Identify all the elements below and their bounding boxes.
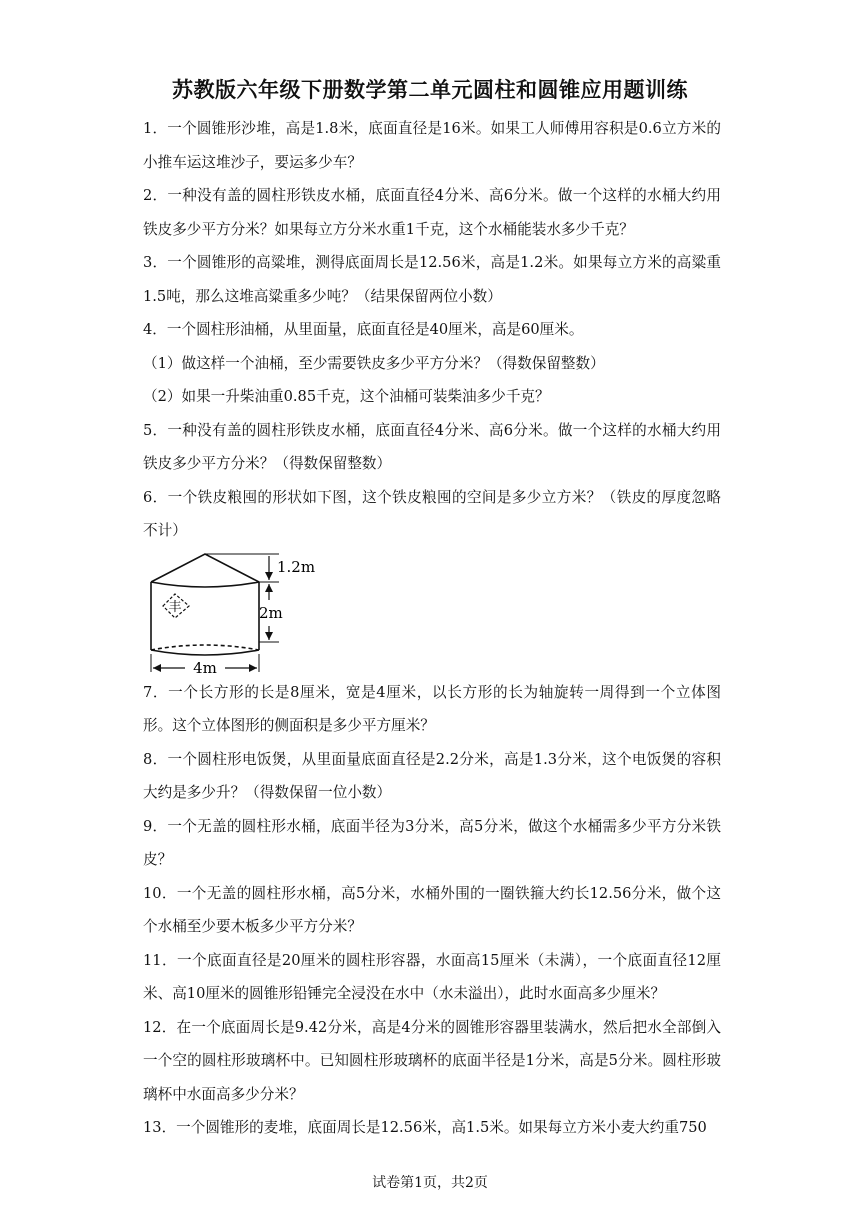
- cylinder-height-label: 2m: [259, 603, 283, 622]
- question-4-part-2: （2）如果一升柴油重0.85千克，这个油桶可装柴油多少千克？: [143, 388, 550, 405]
- question-4: 4．一个圆柱形油桶，从里面量，底面直径是40厘米，高是60厘米。: [143, 321, 584, 338]
- page-title: 苏教版六年级下册数学第二单元圆柱和圆锥应用题训练: [172, 78, 688, 102]
- cone-outline: [151, 554, 259, 582]
- emblem-label: 丰: [168, 599, 182, 615]
- question-5: 5．一种没有盖的圆柱形铁皮水桶，底面直径4分米、高6分米。做一个这样的水桶大约用铁皮多少平方分米？（得数保留整数）: [143, 421, 721, 472]
- question-3: 3．一个圆锥形的高粱堆，测得底面周长是12.56米，高是1.2米。如果每立方米的高粱重1.5吨，那么这堆高粱重多少吨？（结果保留两位小数）: [143, 254, 721, 305]
- question-list: [143, 112, 721, 1145]
- question-11: 11．一个底面直径是20厘米的圆柱形容器，水面高15厘米（未满），一个底面直径12厘米、高10厘米的圆锥形铅锤完全浸没在水中（水未溢出），此时水面高多少厘米？: [143, 951, 721, 1002]
- question-7: 7．一个长方形的长是8厘米，宽是4厘米，以长方形的长为轴旋转一周得到一个立体图形。这个立体图形的侧面积是多少平方厘米？: [143, 683, 721, 734]
- question-9: 9．一个无盖的圆柱形水桶，底面半径为3分米，高5分米，做这个水桶需多少平方分米铁皮？: [143, 817, 721, 868]
- question-4-part-1: （1）做这样一个油桶，至少需要铁皮多少平方分米？（得数保留整数）: [143, 354, 605, 372]
- diameter-label: 4m: [193, 658, 217, 674]
- page-footer: 试卷第1页，共2页: [372, 1175, 488, 1191]
- question-2: 2．一种没有盖的圆柱形铁皮水桶，底面直径4分米、高6分米。做一个这样的水桶大约用铁皮多少平方分米？如果每立方分米水重1千克，这个水桶能装水多少千克？: [143, 187, 721, 238]
- question-8: 8．一个圆柱形电饭煲，从里面量底面直径是2.2分米，高是1.3分米，这个电饭煲的容积大约是多少升？（得数保留一位小数）: [143, 750, 721, 801]
- question-12: 12．在一个底面周长是9.42分米，高是4分米的圆锥形容器里装满水，然后把水全部倒入一个空的圆柱形玻璃杯中。已知圆柱形玻璃杯的底面半径是1分米，高是5分米。圆柱形玻璃杯中水面高多少分米？: [143, 1018, 721, 1103]
- question-10: 10．一个无盖的圆柱形水桶，高5分米，水桶外围的一圈铁箍大约长12.56分米，做个这个水桶至少要木板多少平方分米？: [143, 884, 721, 935]
- cone-height-label: 1.2m: [277, 557, 316, 576]
- question-6: 6．一个铁皮粮囤的形状如下图，这个铁皮粮囤的空间是多少立方米？（铁皮的厚度忽略不计）: [143, 488, 721, 539]
- granary-figure: [145, 550, 325, 674]
- question-13: 13．一个圆锥形的麦堆，底面周长是12.56米，高1.5米。如果每立方米小麦大约重750: [143, 1119, 707, 1136]
- question-1: 1．一个圆锥形沙堆，高是1.8米，底面直径是16米。如果工人师傅用容积是0.6立方米的小推车运这堆沙子，要运多少车？: [143, 120, 721, 171]
